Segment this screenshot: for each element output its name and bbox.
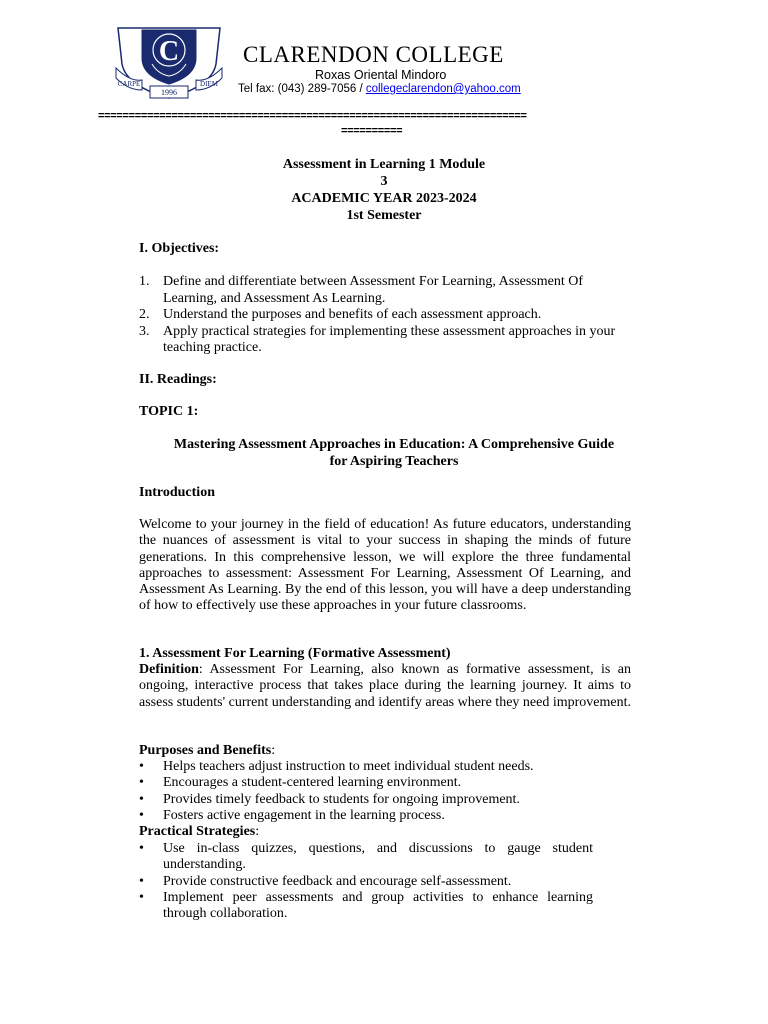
introduction-paragraph: Welcome to your journey in the field of education! As future educators, understanding the nuances of assessment is vital to your success in shaping the minds of future generations. In this comprehensive lesson, we will explore the three fundamental approaches to assessment: Assessment For Learning, Assessment Of Learning, and Assessment As Learning. By the end of this lesson, you will have a deep understanding of how to effectively use these approaches in your future classrooms.: [139, 517, 631, 614]
list-item: [139, 808, 593, 824]
list-item: [139, 874, 593, 890]
strategies-list: [139, 841, 593, 922]
strategies-heading: [139, 824, 259, 840]
objectives-heading: I. Objectives:: [139, 241, 220, 256]
title-academic-year: ACADEMIC YEAR 2023-2024: [291, 191, 477, 206]
topic-title: [0, 436, 768, 470]
bullet: •: [139, 791, 144, 807]
item-text: Fosters active engagement in the learning process.: [163, 807, 445, 823]
logo-letter: C: [158, 36, 180, 67]
logo-year: 1996: [161, 88, 177, 97]
list-item: [139, 759, 593, 775]
title-semester: 1st Semester: [346, 208, 422, 223]
item-number: 2.: [139, 307, 150, 322]
college-name: CLARENDON COLLEGE: [243, 42, 504, 67]
bullet: •: [139, 841, 144, 856]
logo-ribbon-left: CARPE: [117, 80, 141, 88]
contact-line: [238, 83, 521, 95]
topic-title-line2: for Aspiring Teachers: [329, 454, 459, 469]
list-item: [139, 324, 629, 357]
document-title: [0, 156, 768, 224]
item-text: Provide constructive feedback and encourage self-assessment.: [163, 873, 512, 889]
list-item: [139, 307, 629, 324]
definition-text: : Assessment For Learning, also known as formative assessment, is an ongoing, interactive process that takes place during the learning journey. It aims to assess students' current understanding and identify areas where they need improvement.: [139, 662, 631, 710]
introduction-heading: Introduction: [139, 485, 215, 500]
objectives-list: [139, 274, 629, 357]
purposes-list: [139, 759, 593, 824]
strategies-label: Practical Strategies: [139, 824, 256, 839]
purposes-heading: [139, 743, 275, 759]
item-text: Use in-class quizzes, questions, and discussions to gauge student understanding.: [163, 841, 593, 873]
item-number: 1.: [139, 274, 150, 289]
strategies-colon: :: [255, 824, 260, 839]
divider-line: ======================================================================: [98, 110, 527, 122]
college-address: Roxas Oriental Mindoro: [315, 68, 447, 82]
section1-heading: 1. Assessment For Learning (Formative Assessment): [139, 646, 451, 661]
list-item: [139, 841, 593, 874]
list-item: [139, 792, 593, 808]
item-text: Provides timely feedback to students for ongoing improvement.: [163, 791, 520, 807]
definition-label: Definition: [139, 662, 199, 677]
bullet: •: [139, 807, 144, 823]
topic-title-line1: Mastering Assessment Approaches in Education: A Comprehensive Guide: [173, 437, 615, 452]
list-item: [139, 274, 629, 307]
definition-paragraph: [139, 662, 631, 711]
contact-phone: Tel fax: (043) 289-7056 /: [238, 83, 366, 95]
item-text: Understand the purposes and benefits of each assessment approach.: [163, 307, 542, 322]
item-number: 3.: [139, 323, 150, 339]
bullet: •: [139, 889, 144, 905]
topic-heading: TOPIC 1:: [139, 404, 199, 419]
item-text: Helps teachers adjust instruction to meet individual student needs.: [163, 759, 534, 774]
logo-ribbon-right: DIEM: [200, 80, 218, 88]
item-text: Apply practical strategies for implementing these assessment approaches in your teaching practice.: [163, 323, 616, 355]
email-link[interactable]: collegeclarendon@yahoo.com: [365, 83, 521, 95]
bullet: •: [139, 759, 144, 774]
divider-line-continued: ==========: [341, 125, 403, 137]
list-item: [139, 775, 593, 791]
bullet: •: [139, 775, 144, 791]
list-item: [139, 890, 593, 923]
purposes-colon: :: [271, 743, 276, 758]
bullet: •: [139, 873, 144, 889]
college-logo: [112, 24, 226, 104]
item-text: Define and differentiate between Assessment For Learning, Assessment Of Learning, and Assessment As Learning.: [163, 274, 584, 306]
item-text: Encourages a student-centered learning environment.: [163, 775, 462, 791]
item-text: Implement peer assessments and group activities to enhance learning through collaboration.: [163, 889, 593, 922]
purposes-label: Purposes and Benefits: [139, 743, 272, 758]
title-module-number: 3: [380, 174, 388, 189]
title-module: Assessment in Learning 1 Module: [282, 157, 486, 172]
readings-heading: II. Readings:: [139, 372, 217, 387]
